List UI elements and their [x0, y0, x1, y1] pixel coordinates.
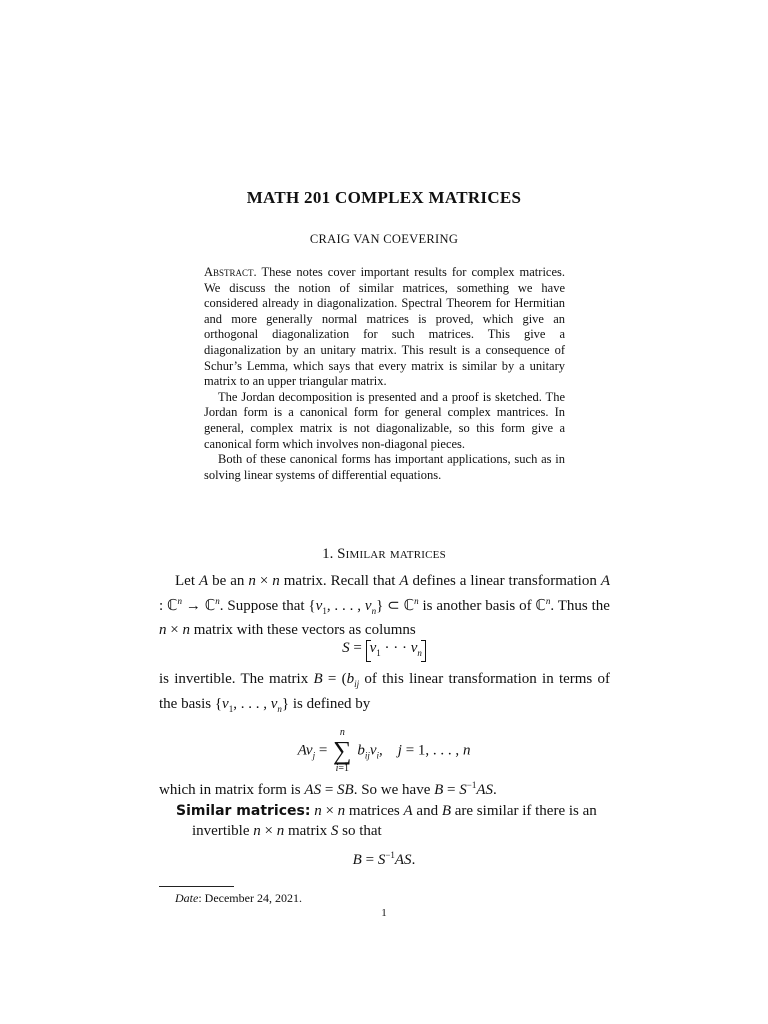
body-paragraph-2: is invertible. The matrix $B = (b_{ij}$ of this linear transformation in terms of the basis {$v_1$, . . . , $v_n$} is defined by	[159, 671, 611, 714]
equation-S: $S = v_1$ · · · $v_n$	[0, 640, 768, 662]
abstract-label: Abstract.	[204, 265, 257, 279]
body-paragraph-3: which in matrix form is AS = SB. So we have $B = S^{-1}AS$.	[159, 780, 497, 798]
abstract-paragraph-3: Both of these canonical forms has important applications, such as in solving linear systems of differential equations.	[204, 452, 565, 482]
footnote-rule	[159, 886, 234, 887]
section-title: Similar matrices	[337, 546, 446, 562]
body-paragraph-1: Let A be an n × n matrix. Recall that A defines a linear transformation A : ℂ$^n$ → ℂ$^n$. Suppose that {$v_1$, . . . , $v_n$} ⊂ ℂ$^n$ is another basis of ℂ$^n$. Thus the n × n matrix with these vectors as columns	[159, 573, 610, 638]
abstract-text-1: These notes cover important results for complex matrices. We discuss the notion of similar matrices, something we have considered already in diagonalization. Spectral Theorem for Hermitian and more generally normal matrices is proved, which give an orthogonal diagonalization for such matrices. This give a diagonalization by an unitary matrix. This result is a consequence of Schur’s Lemma, which says that every matrix is similar by a unitary matrix to an upper triangular matrix.	[204, 265, 565, 389]
section-heading	[0, 546, 768, 563]
page-number: 1	[381, 907, 387, 919]
definition-label: Similar matrices:	[176, 803, 311, 819]
equation-Av: $Av_j$ = n ∑ i=1 $b_{ij}v_i$, j = 1, . . . , n	[297, 727, 471, 774]
paper-title: MATH 201 COMPLEX MATRICES	[246, 188, 522, 207]
abstract-paragraph-1	[204, 265, 565, 390]
abstract-paragraph-2: The Jordan decomposition is presented and a proof is sketched. The Jordan form is a canonical form for general complex mantrices. In general, complex matrix is not diagonalizable, so this form give a canonical form which involves non-diagonal pieces.	[204, 389, 565, 451]
footnote: Date: December 24, 2021.	[175, 891, 302, 905]
section-number: 1.	[322, 546, 334, 562]
abstract	[204, 265, 565, 483]
definition-similar-matrices: Similar matrices: n × n matrices A and B are similar if there is an invertible n × n matrix S so that	[176, 803, 597, 839]
author-name: CRAIG VAN COEVERING	[309, 232, 459, 246]
equation-similarity: $B = S^{-1}AS$.	[352, 850, 416, 868]
